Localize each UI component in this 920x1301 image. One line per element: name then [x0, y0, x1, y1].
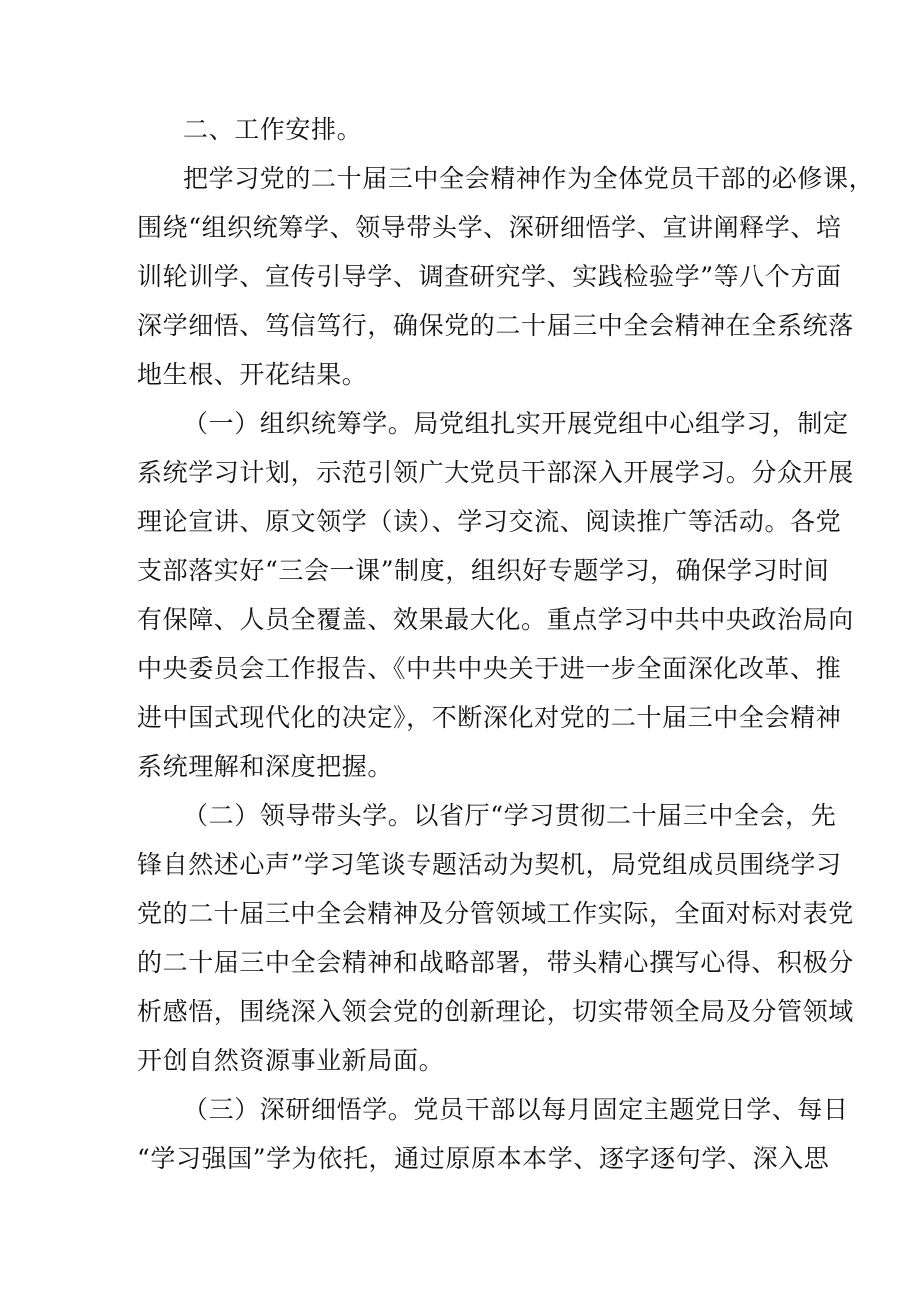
text-line: （一）组织统筹学。局党组扎实开展党组中心组学习，制定: [183, 409, 849, 438]
text-line: 有保障、人员全覆盖、效果最大化。重点学习中共中央政治局向: [137, 605, 854, 634]
text-line: 党的二十届三中全会精神及分管领域工作实际，全面对标对表党: [137, 899, 854, 928]
text-line: （二）领导带头学。以省厅“学习贯彻二十届三中全会，先: [183, 801, 837, 830]
text-line: 训轮训学、宣传引导学、调查研究学、实践检验学”等八个方面: [137, 262, 842, 291]
text-line: 进中国式现代化的决定》，不断深化对党的二十届三中全会精神: [137, 703, 842, 732]
text-line: 析感悟，围绕深入领会党的创新理论，切实带领全局及分管领域: [137, 997, 854, 1026]
text-line: 围绕“组织统筹学、领导带头学、深研细悟学、宣讲阐释学、培: [137, 213, 842, 242]
text-line: 开创自然资源事业新局面。: [137, 1046, 445, 1075]
text-line: 的二十届三中全会精神和战略部署，带头精心撰写心得、积极分: [137, 948, 854, 977]
text-line: 系统学习计划，示范引领广大党员干部深入开展学习。分众开展: [137, 458, 854, 487]
text-line: （三）深研细悟学。党员干部以每月固定主题党日学、每日: [183, 1095, 849, 1124]
text-line: 深学细悟、笃信笃行，确保党的二十届三中全会精神在全系统落: [137, 311, 854, 340]
text-line: 支部落实好“三会一课”制度，组织好专题学习，确保学习时间: [137, 556, 830, 585]
text-line: 地生根、开花结果。: [137, 360, 368, 389]
text-line: 系统理解和深度把握。: [137, 752, 394, 781]
text-line: 把学习党的二十届三中全会精神作为全体党员干部的必修课，: [183, 164, 875, 193]
text-line: 中央委员会工作报告、《中共中央关于进一步全面深化改革、推: [137, 654, 842, 683]
section-heading: 二、工作安排。: [183, 115, 363, 144]
text-line: 锋自然述心声”学习笔谈专题活动为契机，局党组成员围绕学习: [137, 850, 842, 879]
text-line: “学习强国”学为依托，通过原原本本学、逐字逐句学、深入思: [137, 1144, 830, 1173]
text-line: 理论宣讲、原文领学（读）、学习交流、阅读推广等活动。各党: [137, 507, 842, 536]
